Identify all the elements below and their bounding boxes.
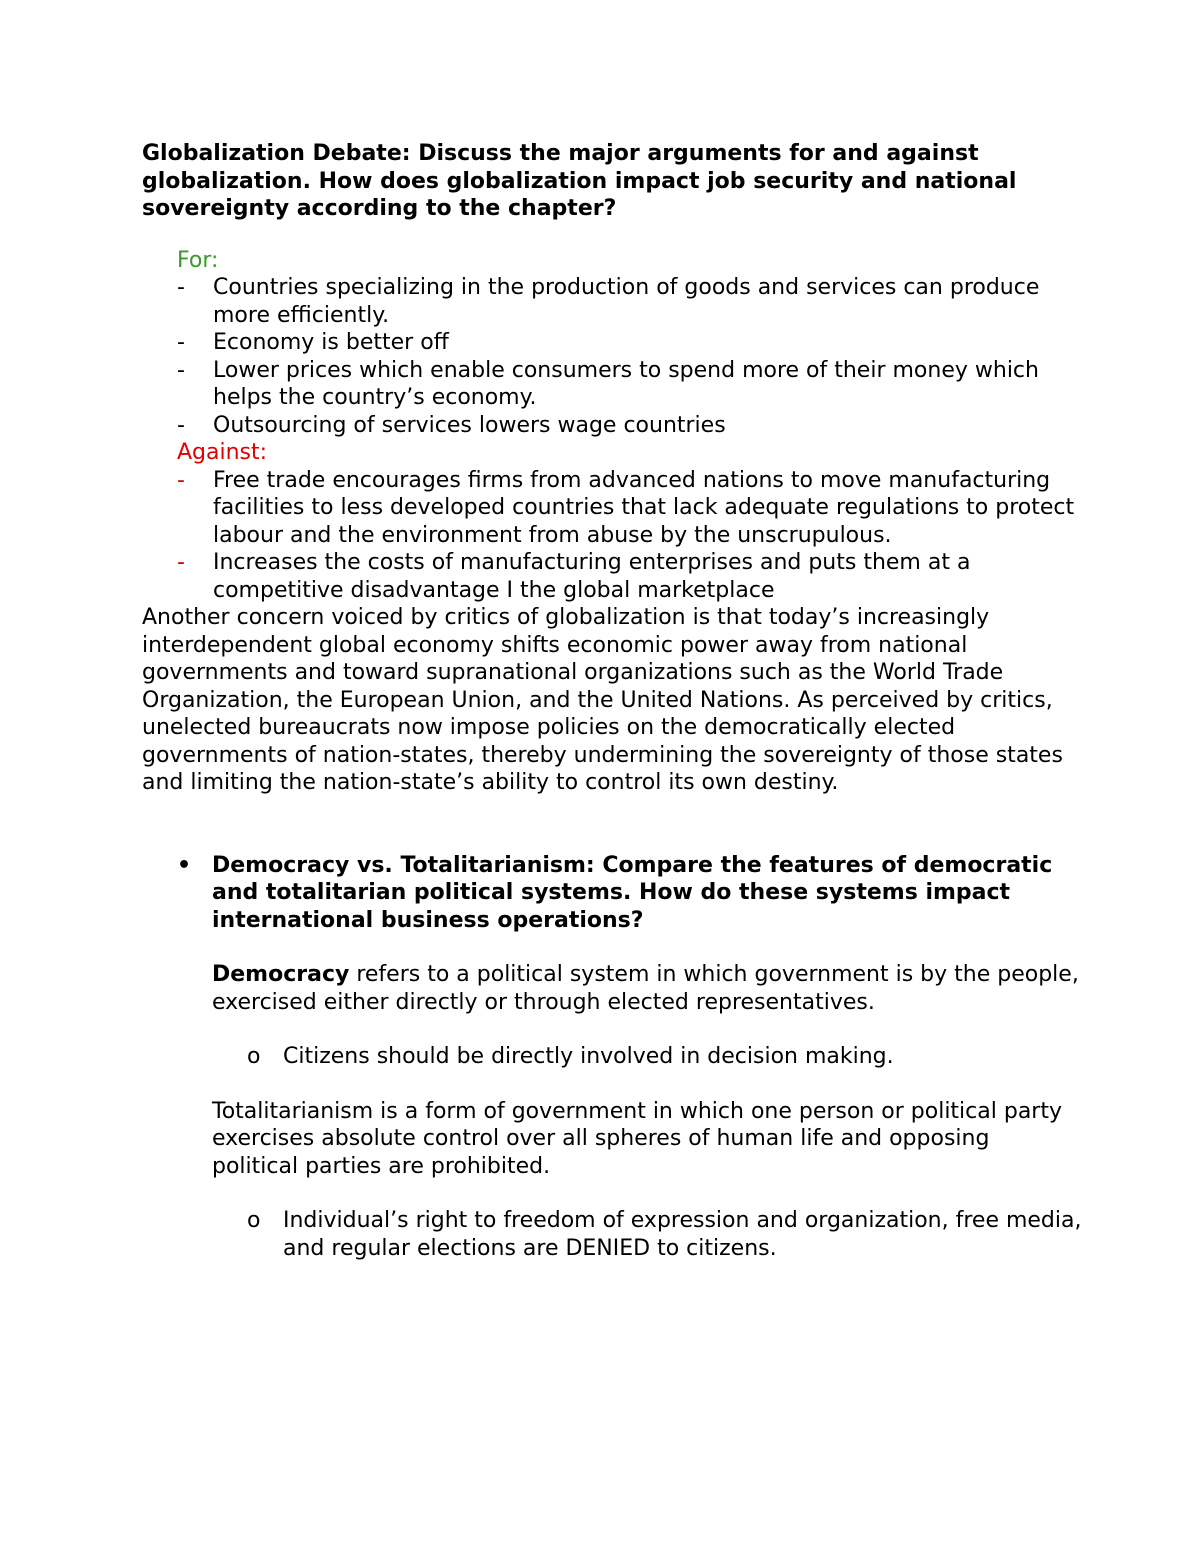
list-item: [247, 1207, 1082, 1262]
list-item: [247, 1043, 1082, 1071]
democracy-definition-text: refers to a political system in which government is by the people, exercised either directly or through elected representatives.: [212, 962, 1079, 1015]
for-list-item: [177, 412, 1082, 440]
dash-marker: -: [177, 550, 185, 575]
against-list-item: [177, 467, 1082, 550]
totalitarianism-point-text: Individual’s right to freedom of expression and organization, free media, and regular elections are DENIED to citizens.: [283, 1208, 1082, 1261]
dash-marker: -: [177, 275, 185, 300]
dash-marker: -: [177, 412, 185, 438]
question-2-heading: Democracy vs. Totalitarianism: Compare the features of democratic and totalitarian political systems. How do these systems impact international business operations?: [212, 852, 1053, 933]
democracy-definition: [212, 961, 1082, 1016]
totalitarianism-points: [212, 1207, 1082, 1262]
for-item-text: Economy is better off: [213, 330, 449, 355]
circle-bullet-icon: o: [247, 1208, 261, 1233]
against-list: [142, 467, 1082, 605]
against-item-text: Increases the costs of manufacturing enterprises and puts them at a competitive disadvantage I the global marketplace: [213, 550, 971, 603]
for-item-text: Lower prices which enable consumers to spend more of their money which helps the country’s economy.: [213, 357, 1039, 410]
against-list-item: [177, 549, 1082, 604]
for-item-text: Countries specializing in the production of goods and services can produce more efficiently.: [213, 275, 1040, 328]
for-list-item: [177, 357, 1082, 412]
question-2-section: [142, 852, 1082, 1263]
against-item-text: Free trade encourages firms from advanced nations to move manufacturing facilities to less developed countries that lack adequate regulations to protect labour and the environment from abuse by the unscrupulous.: [213, 467, 1075, 548]
against-label: Against:: [177, 440, 268, 465]
for-list: [142, 274, 1082, 439]
democracy-point-text: Citizens should be directly involved in decision making.: [283, 1044, 894, 1069]
document-page: [142, 140, 1082, 1262]
dash-marker: -: [177, 357, 185, 383]
totalitarianism-definition: Totalitarianism is a form of government in which one person or political party exercises absolute control over all spheres of human life and opposing political parties are prohibited.: [212, 1098, 1062, 1179]
for-list-item: [177, 329, 1082, 357]
question-1-heading: Globalization Debate: Discuss the major arguments for and against globalization. How does globalization impact job security and national sovereignty according to the chapter?: [142, 141, 1017, 221]
bullet-icon: •: [177, 852, 192, 878]
democracy-points: [212, 1043, 1082, 1071]
for-list-item: [177, 274, 1082, 329]
democracy-term: Democracy: [212, 962, 350, 987]
sovereignty-paragraph: Another concern voiced by critics of globalization is that today’s increasingly interdependent global economy shifts economic power away from national governments and toward supranational organizations such as the World Trade Organization, the European Union, and the United Nations. As perceived by critics, unelected bureaucrats now impose policies on the democratically elected governments of nation-states, thereby undermining the sovereignty of those states and limiting the nation-state’s ability to control its own destiny.: [142, 605, 1063, 795]
for-label: For:: [177, 247, 219, 273]
circle-bullet-icon: o: [247, 1044, 261, 1069]
dash-marker: -: [177, 330, 185, 355]
for-item-text: Outsourcing of services lowers wage countries: [213, 412, 726, 438]
dash-marker: -: [177, 467, 185, 493]
